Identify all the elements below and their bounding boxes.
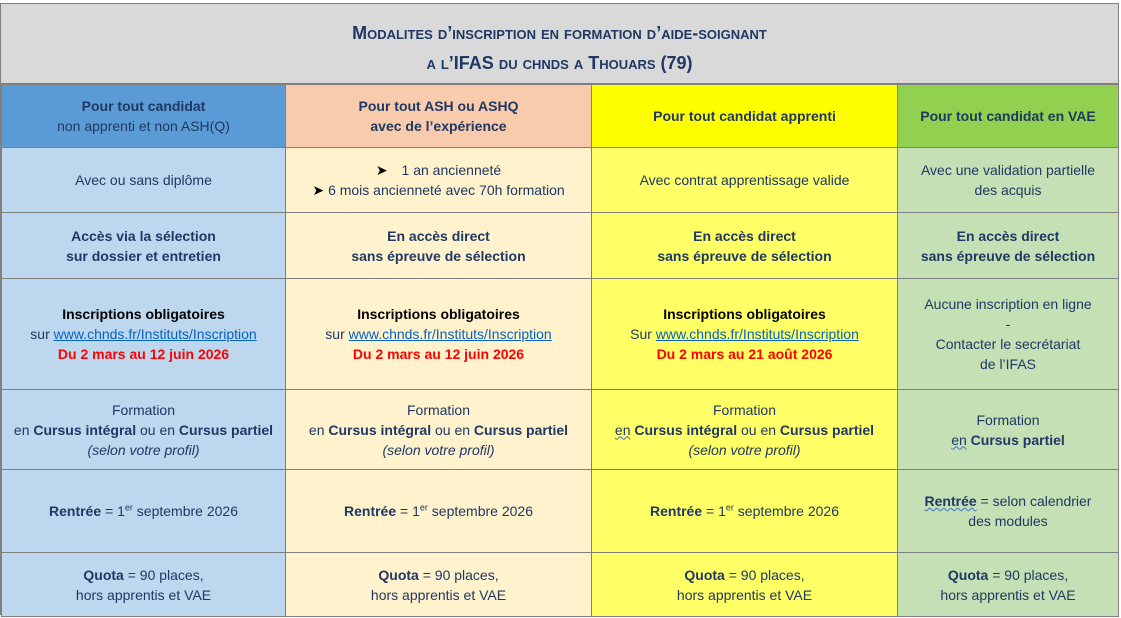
rentree-ash xyxy=(286,470,592,553)
conditions-ash xyxy=(286,148,592,213)
access-candidat xyxy=(2,213,286,279)
row-access xyxy=(2,213,1119,279)
inscription-apprenti-dates: Du 2 mars au 21 août 2026 xyxy=(656,346,833,362)
rentree-candidat-date: septembre 2026 xyxy=(132,503,238,519)
formation-candidat-partiel: Cursus partiel xyxy=(178,421,274,438)
access-vae xyxy=(898,213,1119,279)
rentree-apprenti xyxy=(592,470,898,553)
arrow-bullet-icon: ➤ xyxy=(312,182,325,198)
inscription-ash-url-line xyxy=(290,324,587,344)
rentree-candidat-sup: er xyxy=(124,502,133,513)
inscription-apprenti-title: Inscriptions obligatoires xyxy=(663,306,826,322)
formation-candidat-cursus xyxy=(6,420,281,440)
rentree-ash-eq: = 1 xyxy=(396,503,420,519)
formation-candidat-label: Formation xyxy=(111,401,176,418)
header-row xyxy=(2,85,1119,148)
quota-apprenti-label: Quota xyxy=(684,566,725,583)
quota-candidat xyxy=(2,553,286,617)
access-candidat-line-1: Accès via la sélection xyxy=(71,227,216,244)
header-candidat xyxy=(2,85,286,148)
formation-ash xyxy=(286,390,592,470)
inscription-ash-title: Inscriptions obligatoires xyxy=(357,306,520,322)
header-vae-line-1: Pour tout candidat en VAE xyxy=(920,108,1096,124)
rentree-vae-eq: = selon calendrier xyxy=(976,493,1092,509)
row-conditions xyxy=(2,148,1119,213)
row-rentree xyxy=(2,470,1119,553)
formation-vae-label: Formation xyxy=(976,411,1040,428)
conditions-vae-line-2: des acquis xyxy=(974,182,1042,198)
quota-candidat-label: Quota xyxy=(83,566,124,583)
formation-apprenti-profil: (selon votre profil) xyxy=(688,441,801,458)
quota-ash-value: = 90 places, xyxy=(418,566,499,583)
inscription-link-candidat[interactable]: www.chnds.fr/Instituts/Inscription xyxy=(53,326,257,342)
quota-candidat-value: = 90 places, xyxy=(123,566,204,583)
quota-apprenti-value: = 90 places, xyxy=(724,566,805,583)
quota-ash-line-1 xyxy=(290,565,587,585)
access-apprenti-line-2: sans épreuve de sélection xyxy=(657,247,832,264)
header-apprenti-line-1: Pour tout candidat apprenti xyxy=(653,108,836,124)
formation-candidat xyxy=(2,390,286,470)
page-title xyxy=(1,4,1118,84)
access-apprenti xyxy=(592,213,898,279)
quota-vae-line-1 xyxy=(902,565,1114,585)
inscription-vae-line-1: Aucune inscription en ligne xyxy=(924,296,1092,312)
formation-ash-en: en xyxy=(308,421,329,438)
inscription-vae xyxy=(898,279,1119,390)
formation-vae-partiel: Cursus partiel xyxy=(970,431,1065,448)
conditions-ash-bullet-1 xyxy=(290,160,587,180)
access-vae-line-2: sans épreuve de sélection xyxy=(920,247,1096,264)
access-ash-line-1: En accès direct xyxy=(387,227,490,244)
formation-ash-label: Formation xyxy=(406,401,471,418)
quota-candidat-line-1 xyxy=(6,565,281,585)
rentree-vae-line-2: des modules xyxy=(968,513,1048,529)
header-vae xyxy=(898,85,1119,148)
conditions-apprenti: Avec contrat apprentissage valide xyxy=(592,148,898,213)
formation-vae-en: en xyxy=(951,431,967,448)
formation-candidat-or: ou en xyxy=(136,421,179,438)
rentree-candidat-eq: = 1 xyxy=(101,503,125,519)
access-apprenti-line-1: En accès direct xyxy=(693,227,796,244)
quota-candidat-line-2: hors apprentis et VAE xyxy=(75,586,212,603)
inscription-ash-prefix: sur xyxy=(325,326,349,342)
conditions-ash-bullet-2-text: 6 mois ancienneté avec 70h formation xyxy=(328,182,565,198)
header-ash xyxy=(286,85,592,148)
modalities-table xyxy=(1,84,1119,617)
rentree-ash-label: Rentrée xyxy=(344,503,397,519)
inscription-candidat xyxy=(2,279,286,390)
quota-ash-label: Quota xyxy=(378,566,419,583)
header-candidat-line-1: Pour tout candidat xyxy=(81,98,206,114)
quota-apprenti-line-1 xyxy=(596,565,893,585)
rentree-vae-line-1 xyxy=(902,491,1114,511)
inscription-apprenti-prefix: Sur xyxy=(630,326,656,342)
formation-apprenti-en: en xyxy=(614,421,631,438)
header-apprenti xyxy=(592,85,898,148)
quota-vae-line-2: hors apprentis et VAE xyxy=(940,586,1076,603)
inscription-vae-line-2: Contacter le secrétariat xyxy=(935,336,1081,352)
quota-ash-line-2: hors apprentis et VAE xyxy=(370,586,507,603)
quota-vae-value: = 90 places, xyxy=(988,566,1069,583)
conditions-vae xyxy=(898,148,1119,213)
title-line-2-a: a l’ xyxy=(426,53,454,73)
title-line-1: Modalites d’inscription en formation d’aide-soignant xyxy=(352,23,767,43)
inscription-apprenti-url-line xyxy=(596,324,893,344)
formation-vae-cursus xyxy=(902,430,1114,450)
inscription-candidat-prefix: sur xyxy=(30,326,54,342)
formation-vae xyxy=(898,390,1119,470)
access-ash xyxy=(286,213,592,279)
quota-ash xyxy=(286,553,592,617)
formation-apprenti-integral: Cursus intégral xyxy=(634,421,738,438)
quota-apprenti xyxy=(592,553,898,617)
formation-ash-profil: (selon votre profil) xyxy=(382,441,495,458)
quota-apprenti-line-2: hors apprentis et VAE xyxy=(676,586,813,603)
formation-candidat-integral: Cursus intégral xyxy=(33,421,137,438)
inscription-ash xyxy=(286,279,592,390)
rentree-apprenti-eq: = 1 xyxy=(702,503,726,519)
rentree-ash-sup: er xyxy=(419,502,428,513)
header-candidat-line-2: non apprenti et non ASH(Q) xyxy=(57,118,230,134)
inscription-candidat-dates: Du 2 mars au 12 juin 2026 xyxy=(57,346,230,362)
formation-apprenti xyxy=(592,390,898,470)
title-line-2 xyxy=(1,52,1118,74)
rentree-candidat-label: Rentrée xyxy=(49,503,102,519)
conditions-ash-bullet-1-text: 1 an ancienneté xyxy=(401,162,502,178)
formation-ash-cursus xyxy=(290,420,587,440)
formation-apprenti-label: Formation xyxy=(712,401,777,418)
conditions-candidat: Avec ou sans diplôme xyxy=(2,148,286,213)
quota-vae xyxy=(898,553,1119,617)
inscription-candidat-url-line xyxy=(6,324,281,344)
row-inscription xyxy=(2,279,1119,390)
quota-vae-label: Quota xyxy=(947,566,989,583)
access-candidat-line-2: sur dossier et entretien xyxy=(66,247,221,264)
formation-apprenti-partiel: Cursus partiel xyxy=(779,421,875,438)
row-quota xyxy=(2,553,1119,617)
formation-candidat-profil: (selon votre profil) xyxy=(87,441,200,458)
rentree-apprenti-sup: er xyxy=(725,502,734,513)
rentree-ash-date: septembre 2026 xyxy=(427,503,533,519)
access-vae-line-1: En accès direct xyxy=(956,227,1060,244)
rentree-apprenti-label: Rentrée xyxy=(650,503,703,519)
inscription-link-ash[interactable]: www.chnds.fr/Instituts/Inscription xyxy=(348,326,552,342)
formation-ash-or: ou en xyxy=(431,421,474,438)
rentree-vae-label: Rentrée xyxy=(924,493,977,509)
formation-ash-integral: Cursus intégral xyxy=(328,421,432,438)
conditions-ash-bullet-2 xyxy=(290,180,587,200)
inscription-candidat-title: Inscriptions obligatoires xyxy=(62,306,225,322)
formation-ash-partiel: Cursus partiel xyxy=(473,421,569,438)
inscription-ash-dates: Du 2 mars au 12 juin 2026 xyxy=(352,346,525,362)
title-line-2-c: du chnds a Thouars (79) xyxy=(493,53,693,73)
access-ash-line-2: sans épreuve de sélection xyxy=(351,247,526,264)
rentree-candidat xyxy=(2,470,286,553)
rentree-vae xyxy=(898,470,1119,553)
header-ash-line-2: avec de l’expérience xyxy=(370,118,507,134)
formation-apprenti-cursus xyxy=(596,420,893,440)
formation-apprenti-or: ou en xyxy=(737,421,780,438)
inscription-vae-separator: - xyxy=(1005,316,1011,332)
inscription-apprenti xyxy=(592,279,898,390)
inscription-vae-line-3: de l’IFAS xyxy=(979,356,1037,372)
header-ash-line-1: Pour tout ASH ou ASHQ xyxy=(358,98,519,114)
row-formation xyxy=(2,390,1119,470)
conditions-vae-line-1: Avec une validation partielle xyxy=(920,162,1096,178)
rentree-apprenti-date: septembre 2026 xyxy=(733,503,839,519)
title-line-2-b: IFAS xyxy=(453,53,494,73)
formation-candidat-en: en xyxy=(13,421,34,438)
arrow-bullet-icon: ➤ xyxy=(375,162,388,178)
inscription-link-apprenti[interactable]: www.chnds.fr/Instituts/Inscription xyxy=(655,326,859,342)
